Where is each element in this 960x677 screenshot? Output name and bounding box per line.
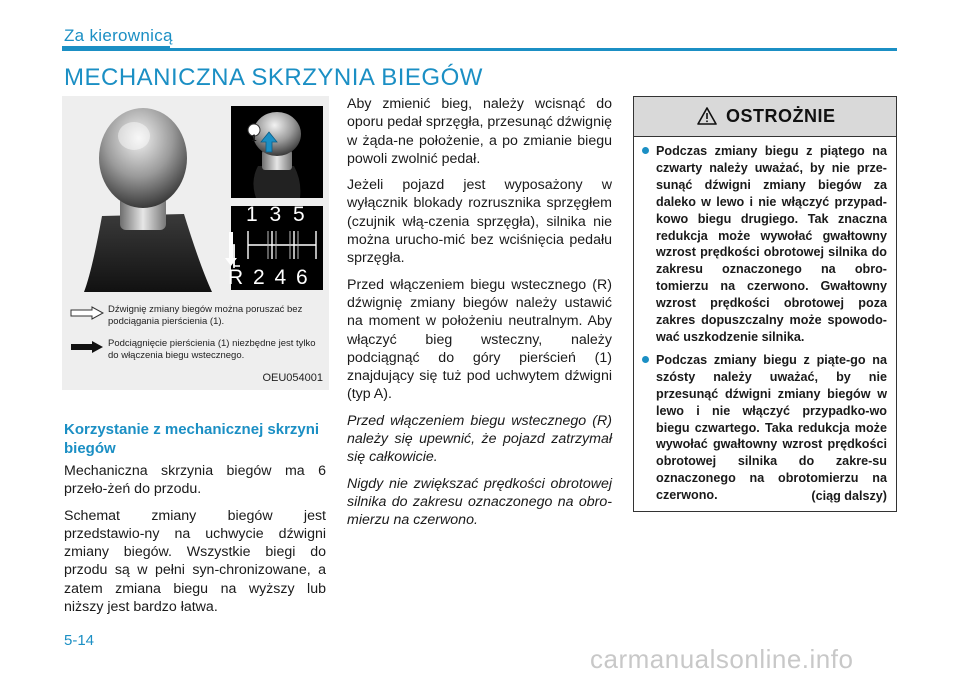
section-title: MECHANICZNA SKRZYNIA BIEGÓW (64, 64, 483, 91)
legend-text: Dźwignię zmiany biegów można poruszać bez podciągania pierścienia (1). (108, 304, 303, 327)
shift-pattern-bottom-row: R 2 4 6 (228, 266, 310, 289)
gear-shift-illustration (62, 96, 329, 292)
paragraph: Przed włączeniem biegu wstecznego (R) dźwignię zmiany biegów należy ustawić na moment w położeniu neutralnym. Aby włączyć bieg wsteczny, należy podciągnąć do góry pierścień (1) znajdujący się tuż pod uchwytem dźwigni (typ A). (347, 276, 612, 403)
caution-box (633, 96, 897, 512)
warning-triangle-icon (697, 107, 717, 125)
subsection-heading: Korzystanie z mechanicznej skrzyni biegów (64, 421, 320, 457)
italic-note: Nigdy nie zwiększać prędkości obrotowej silnika do zakresu oznaczonego na obro-mierzu na czerwono. (347, 475, 612, 529)
gear-shift-figure (62, 96, 329, 390)
caution-list (642, 143, 887, 510)
callout-number: 1 (251, 133, 257, 143)
header-rule (62, 48, 897, 51)
legend-text: Podciągnięcie pierścienia (1) niezbędne jest tylko do włączenia biegu wstecznego. (108, 338, 316, 361)
caution-header (634, 97, 896, 137)
caution-item-text: Podczas zmiany biegu z piąte-go na szósty należy uważać, by nie przesunąć dźwigni zmiany biegów w lewo i nie włączyć przypadko-wo biegu czwartego. Taka redukcja może wywołać gwałtowny wzrost prędkości obrotowej silnika do zakre-su oznaczonego na obrotomierzu na czerwono. (656, 352, 887, 503)
caution-item (642, 352, 887, 504)
paragraph: Schemat zmiany biegów jest przedstawio-ny na uchwycie dźwigni zmiany biegów. Wszystkie biegi do przodu są w pełni syn-chronizowane, a zatem zmiana biegu na wyższy lub niższy jest bardzo łatwa. (64, 507, 326, 616)
column-2-text (347, 95, 612, 538)
paragraph: Mechaniczna skrzynia biegów ma 6 przeło-żeń do przodu. (64, 463, 326, 498)
outline-arrow-icon (70, 306, 104, 320)
chapter-title: Za kierownicą (64, 26, 173, 45)
bullet-icon (642, 356, 649, 363)
page-number: 5-14 (64, 632, 95, 649)
continued-label: (ciąg dalszy) (811, 489, 887, 503)
watermark: carmanualsonline.info (590, 644, 854, 674)
figure-code: OEU054001 (262, 372, 323, 384)
column-1-text (64, 462, 326, 624)
italic-note: Przed włączeniem biegu wstecznego (R) należy się upewnić, że pojazd zatrzymał się całkowicie. (347, 412, 612, 466)
caution-title: OSTROŻNIE (726, 106, 836, 126)
caution-item-text: Podczas zmiany biegu z piątego na czwarty należy uważać, by nie prze-sunąć dźwigni zmiany biegów za daleko w lewo i nie włączyć przypad-kowo biegu drugiego. Tak znaczna redukcja może wywołać gwałtowny wzrost prędkości obrotowej silnika do zakresu oznaczonego na obro-tomierzu na czerwono. Gwałtowny wzrost prędkości obrotowej poza zakres dopuszczalny może spowodo-wać uszkodzenie silnika. (656, 144, 887, 344)
caution-item (642, 143, 887, 346)
paragraph: Aby zmienić bieg, należy wcisnąć do oporu pedał sprzęgła, przesunąć dźwignię w żąda-ne położenie, a po zmianie biegu powoli zwolnić pedał. (347, 96, 612, 167)
bullet-icon (642, 147, 649, 154)
shift-pattern-top-row: 1 3 5 (246, 203, 308, 226)
paragraph: Jeżeli pojazd jest wyposażony w wyłącznik blokady rozrusznika sprzęgłem (czujnik włą-czenia sprzęgła), silnika nie można urucho-mić bez wciśnięcia pedału sprzęgła. (347, 177, 612, 267)
solid-arrow-icon (70, 340, 104, 354)
